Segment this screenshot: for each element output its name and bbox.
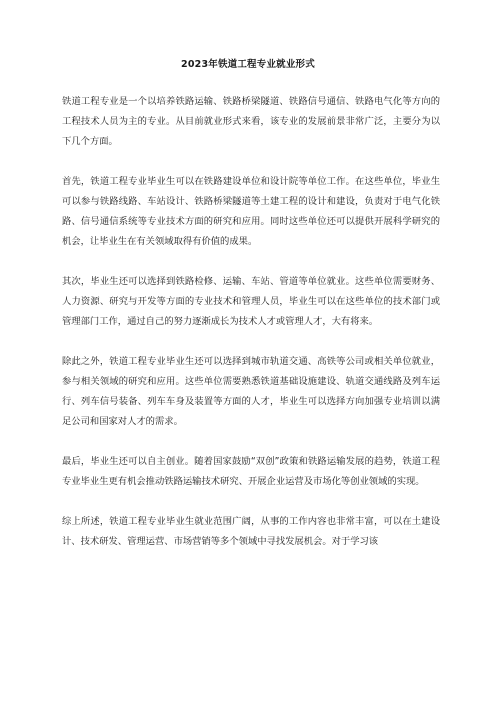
paragraph-intro: 铁道工程专业是一个以培养铁路运输、铁路桥梁隧道、铁路信号通信、铁路电气化等方向的工程技术人员为主的专业。从目前就业形式来看，该专业的发展前景非常广泛，主要分为以下几个方面。 — [62, 96, 440, 147]
paragraph-besides: 除此之外，铁道工程专业毕业生还可以选择到城市轨道交通、高铁等公司或相关单位就业，参与相关领域的研究和应用。这些单位需要熟悉铁道基础设施建设、轨道交通线路及列车运行、列车信号装备、列车车身及装置等方面的人才，毕业生可以选择方向加强专业培训以满足公司和国家对人才的需求。 — [62, 356, 440, 427]
document-title: 2023年铁道工程专业就业形式 — [181, 59, 315, 70]
paragraph-first: 首先，铁道工程专业毕业生可以在铁路建设单位和设计院等单位工作。在这些单位，毕业生可以参与铁路线路、车站设计、铁路桥梁隧道等土建工程的设计和建设，负责对于电气化铁路、信号通信系统等专业技术方面的研究和应用。同时这些单位还可以提供开展科学研究的机会，让毕业生在有关领域取得有价值的成果。 — [62, 176, 440, 247]
document-body — [62, 92, 440, 552]
paragraph-second: 其次，毕业生还可以选择到铁路检修、运输、车站、管道等单位就业。这些单位需要财务、人力资源、研究与开发等方面的专业技术和管理人员，毕业生可以在这些单位的技术部门或管理部门工作，通过自己的努力逐渐成长为技术人才或管理人才，大有将来。 — [62, 276, 440, 327]
paragraph-finally: 最后，毕业生还可以自主创业。随着国家鼓励“双创”政策和铁路运输发展的趋势，铁道工程专业毕业生更有机会推动铁路运输技术研究、开展企业运营及市场化等创业领域的实现。 — [62, 456, 440, 487]
paragraph-summary: 综上所述，铁道工程专业毕业生就业范围广阔，从事的工作内容也非常丰富，可以在土建设计、技术研发、管理运营、市场营销等多个领域中寻找发展机会。对于学习该 — [62, 516, 440, 547]
